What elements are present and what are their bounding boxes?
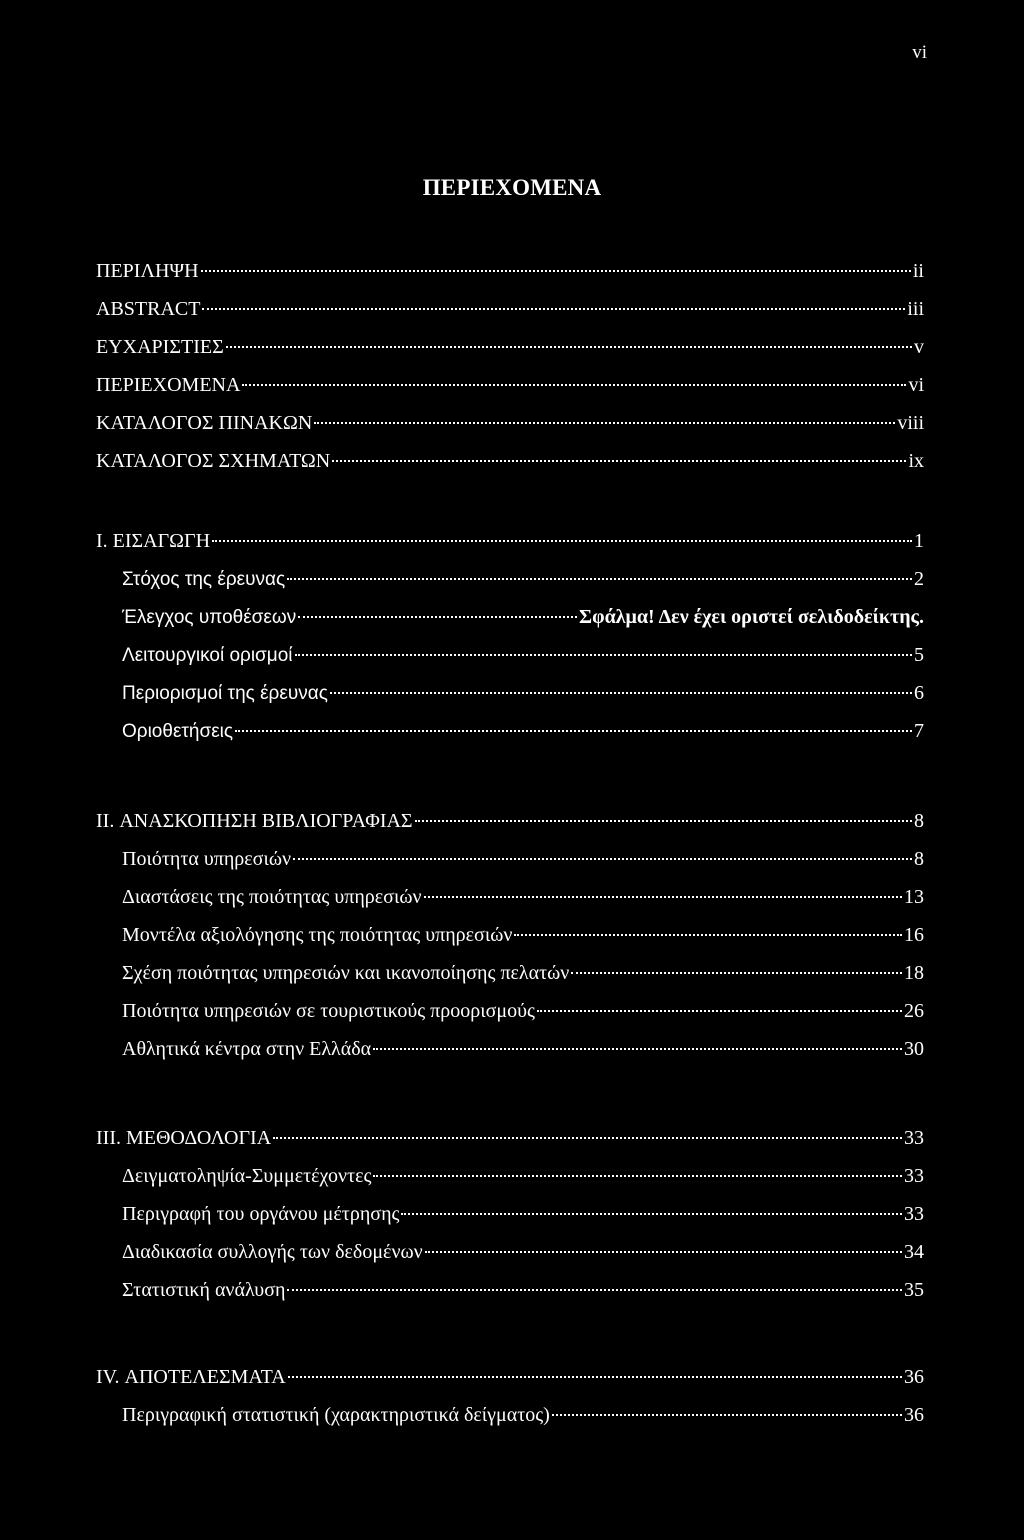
toc-entry[interactable] xyxy=(96,258,924,284)
toc-entry-page: 8 xyxy=(914,810,924,832)
dot-leader xyxy=(298,616,577,618)
toc-entry[interactable] xyxy=(122,998,924,1024)
toc-entry-label: ΚΑΤΑΛΟΓΟΣ ΣΧΗΜΑΤΩΝ xyxy=(96,450,331,472)
dot-leader xyxy=(287,578,912,580)
dot-leader xyxy=(314,422,895,424)
toc-entry-label: Σχέση ποιότητας υπηρεσιών και ικανοποίησης πελατών xyxy=(122,962,570,984)
toc-entry-page: 36 xyxy=(904,1404,924,1426)
dot-leader xyxy=(373,1175,902,1177)
toc-entry-label: Στατιστική ανάλυση xyxy=(122,1279,286,1301)
toc-entry-label: Διαδικασία συλλογής των δεδομένων xyxy=(122,1241,423,1263)
toc-entry[interactable] xyxy=(122,566,924,593)
dot-leader xyxy=(424,896,902,898)
dot-leader xyxy=(202,308,905,310)
toc-entry-page: 2 xyxy=(914,568,924,590)
toc-entry[interactable] xyxy=(122,846,924,872)
toc-entry-label: ΠΕΡΙΕΧΟΜΕΝΑ xyxy=(96,374,241,396)
toc-entry[interactable] xyxy=(122,680,924,707)
toc-entry-label: ABSTRACT xyxy=(96,298,201,320)
toc-entry-label: Στόχος της έρευνας xyxy=(122,569,286,590)
toc-entry[interactable] xyxy=(122,1402,924,1428)
toc-entry-page: 16 xyxy=(904,924,924,946)
dot-leader xyxy=(242,384,906,386)
toc-entry-label: ΕΥΧΑΡΙΣΤΙΕΣ xyxy=(96,336,224,358)
dot-leader xyxy=(373,1048,902,1050)
dot-leader xyxy=(273,1137,902,1139)
toc-entry-label: Οριοθετήσεις xyxy=(122,721,234,742)
toc-entry[interactable] xyxy=(96,528,924,554)
toc-entry-page: ix xyxy=(908,450,924,472)
toc-entry[interactable] xyxy=(96,372,924,398)
toc-entry-label: Λειτουργικοί ορισμοί xyxy=(122,645,293,666)
toc-entry-label: Περιγραφή του οργάνου μέτρησης xyxy=(122,1203,400,1225)
toc-entry-page: 33 xyxy=(904,1127,924,1149)
toc-entry[interactable] xyxy=(122,1277,924,1303)
toc-entry-page: 33 xyxy=(904,1203,924,1225)
toc-entry-page: viii xyxy=(897,412,924,434)
dot-leader xyxy=(287,1289,902,1291)
toc-entry-page: 5 xyxy=(914,644,924,666)
toc-entry[interactable] xyxy=(122,604,924,631)
dot-leader xyxy=(295,654,913,656)
toc-entry-label: IV. ΑΠΟΤΕΛΕΣΜΑΤΑ xyxy=(96,1366,286,1388)
toc-entry-label: ΚΑΤΑΛΟΓΟΣ ΠΙΝΑΚΩΝ xyxy=(96,412,313,434)
toc-entry[interactable] xyxy=(122,1036,924,1062)
toc-entry-page: 34 xyxy=(904,1241,924,1263)
toc-entry-label: ΠΕΡΙΛΗΨΗ xyxy=(96,260,199,282)
toc-entry[interactable] xyxy=(122,1163,924,1189)
toc-entry-page: v xyxy=(914,336,924,358)
toc-entry[interactable] xyxy=(96,334,924,360)
dot-leader xyxy=(201,270,911,272)
toc-entry-page: Σφάλμα! Δεν έχει οριστεί σελιδοδείκτης. xyxy=(579,606,924,628)
toc-entry[interactable] xyxy=(122,718,924,745)
toc-entry[interactable] xyxy=(96,448,924,474)
toc-entry-page: vi xyxy=(908,374,924,396)
dot-leader xyxy=(332,460,906,462)
dot-leader xyxy=(212,540,912,542)
toc-entry-page: 18 xyxy=(904,962,924,984)
toc-entry-label: II. ΑΝΑΣΚΟΠΗΣΗ ΒΙΒΛΙΟΓΡΑΦΙΑΣ xyxy=(96,810,413,832)
toc-entry-page: 7 xyxy=(914,720,924,742)
toc-entry-label: Ποιότητα υπηρεσιών σε τουριστικούς προορισμούς xyxy=(122,1000,535,1022)
toc-entry-label: Ποιότητα υπηρεσιών xyxy=(122,848,292,870)
toc-entry[interactable] xyxy=(122,884,924,910)
toc-entry-label: Περιγραφική στατιστική (χαρακτηριστικά δείγματος) xyxy=(122,1404,550,1426)
toc-entry-label: Μοντέλα αξιολόγησης της ποιότητας υπηρεσιών xyxy=(122,924,513,946)
toc-entry[interactable] xyxy=(122,1239,924,1265)
toc-entry-page: 1 xyxy=(914,530,924,552)
toc-entry-page: ii xyxy=(912,260,924,282)
toc-entry[interactable] xyxy=(122,1201,924,1227)
dot-leader xyxy=(293,858,912,860)
toc-entry-page: 33 xyxy=(904,1165,924,1187)
toc-entry-page: 26 xyxy=(904,1000,924,1022)
toc-entry-label: Ι. ΕΙΣΑΓΩΓΗ xyxy=(96,530,211,552)
toc-entry[interactable] xyxy=(96,1125,924,1151)
toc-entry[interactable] xyxy=(96,808,924,834)
toc-entry[interactable] xyxy=(122,960,924,986)
dot-leader xyxy=(226,346,912,348)
toc-entry[interactable] xyxy=(96,1364,924,1390)
dot-leader xyxy=(288,1376,902,1378)
dot-leader xyxy=(401,1213,902,1215)
toc-entry-label: Περιορισμοί της έρευνας xyxy=(122,683,328,704)
dot-leader xyxy=(571,972,902,974)
toc-entry-page: 6 xyxy=(914,682,924,704)
dot-leader xyxy=(425,1251,902,1253)
dot-leader xyxy=(514,934,902,936)
toc-entry-label: Έλεγχος υποθέσεων xyxy=(122,607,297,628)
toc-title: ΠΕΡΙΕΧΟΜΕΝΑ xyxy=(422,175,602,200)
toc-entry[interactable] xyxy=(122,922,924,948)
toc-entry-page: 13 xyxy=(904,886,924,908)
toc-entry-label: Δειγματοληψία-Συμμετέχοντες xyxy=(122,1165,372,1187)
toc-entry[interactable] xyxy=(122,642,924,669)
toc-entry[interactable] xyxy=(96,296,924,322)
dot-leader xyxy=(537,1010,902,1012)
toc-entry-page: 35 xyxy=(904,1279,924,1301)
dot-leader xyxy=(415,820,912,822)
page-number: vi xyxy=(912,42,927,63)
toc-entry-label: Διαστάσεις της ποιότητας υπηρεσιών xyxy=(122,886,422,908)
dot-leader xyxy=(330,692,912,694)
dot-leader xyxy=(552,1414,902,1416)
toc-entry-page: 30 xyxy=(904,1038,924,1060)
toc-entry-page: iii xyxy=(907,298,924,320)
toc-entry-page: 36 xyxy=(904,1366,924,1388)
toc-entry-page: 8 xyxy=(914,848,924,870)
toc-entry[interactable] xyxy=(96,410,924,436)
toc-entry-label: III. ΜΕΘΟΔΟΛΟΓΙΑ xyxy=(96,1127,272,1149)
toc-entry-label: Αθλητικά κέντρα στην Ελλάδα xyxy=(122,1038,372,1060)
dot-leader xyxy=(235,730,912,732)
